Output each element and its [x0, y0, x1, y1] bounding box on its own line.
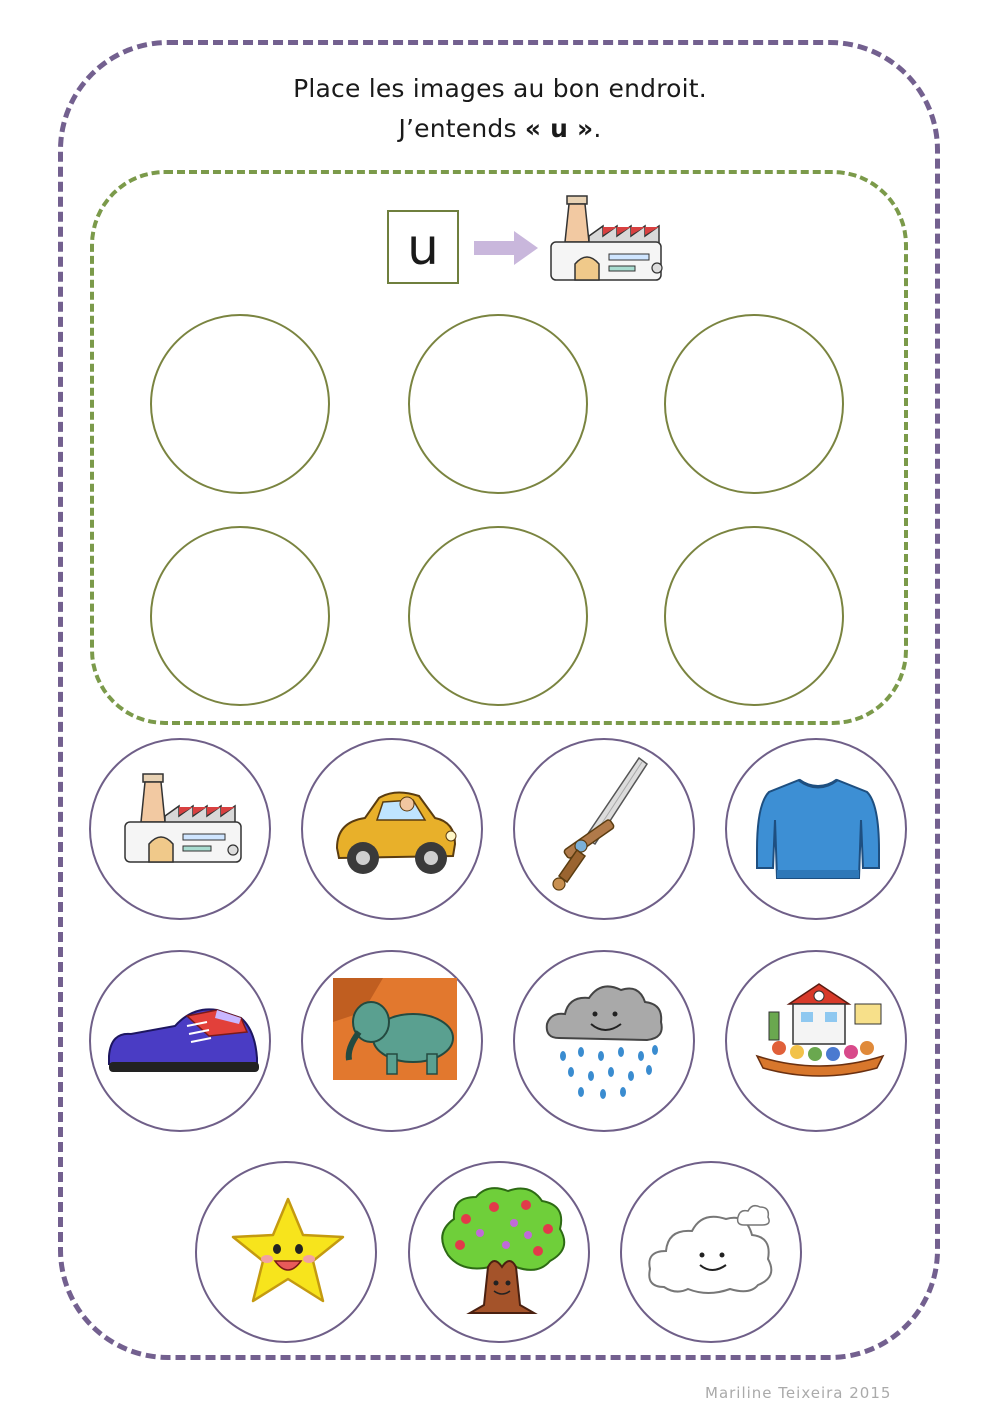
target-slot[interactable] — [408, 526, 588, 706]
picture-card-school[interactable] — [725, 950, 907, 1132]
target-slot[interactable] — [150, 314, 330, 494]
car-icon — [303, 740, 485, 922]
picture-card-rain-cloud[interactable] — [513, 950, 695, 1132]
sword-icon — [515, 740, 697, 922]
target-slot[interactable] — [408, 314, 588, 494]
tree-icon — [410, 1163, 592, 1345]
factory-icon — [545, 192, 673, 290]
instruction-line-1: Place les images au bon endroit. — [293, 74, 707, 103]
picture-card-elephant[interactable] — [301, 950, 483, 1132]
instruction-line-2 — [0, 114, 1000, 143]
target-slot[interactable] — [664, 526, 844, 706]
arrow-right-icon — [474, 229, 540, 267]
picture-card-factory[interactable] — [89, 738, 271, 920]
factory-icon — [91, 740, 273, 922]
picture-card-tree[interactable] — [408, 1161, 590, 1343]
picture-card-star[interactable] — [195, 1161, 377, 1343]
sweater-icon — [727, 740, 909, 922]
picture-card-sneaker[interactable] — [89, 950, 271, 1132]
school-icon — [727, 952, 909, 1134]
rain-cloud-icon — [515, 952, 697, 1134]
target-slot[interactable] — [664, 314, 844, 494]
target-slot[interactable] — [150, 526, 330, 706]
elephant-icon — [303, 952, 485, 1134]
target-sound: « u » — [524, 114, 594, 143]
picture-card-sword[interactable] — [513, 738, 695, 920]
letter-card: u — [387, 210, 459, 284]
picture-card-cloud[interactable] — [620, 1161, 802, 1343]
instruction-suffix: . — [593, 114, 602, 143]
cloud-icon — [622, 1163, 804, 1345]
sneaker-icon — [91, 952, 273, 1134]
star-icon — [197, 1163, 379, 1345]
picture-card-car[interactable] — [301, 738, 483, 920]
author-credit: Mariline Teixeira 2015 — [705, 1384, 892, 1402]
picture-card-sweater[interactable] — [725, 738, 907, 920]
instruction-prefix: J’entends — [398, 114, 525, 143]
